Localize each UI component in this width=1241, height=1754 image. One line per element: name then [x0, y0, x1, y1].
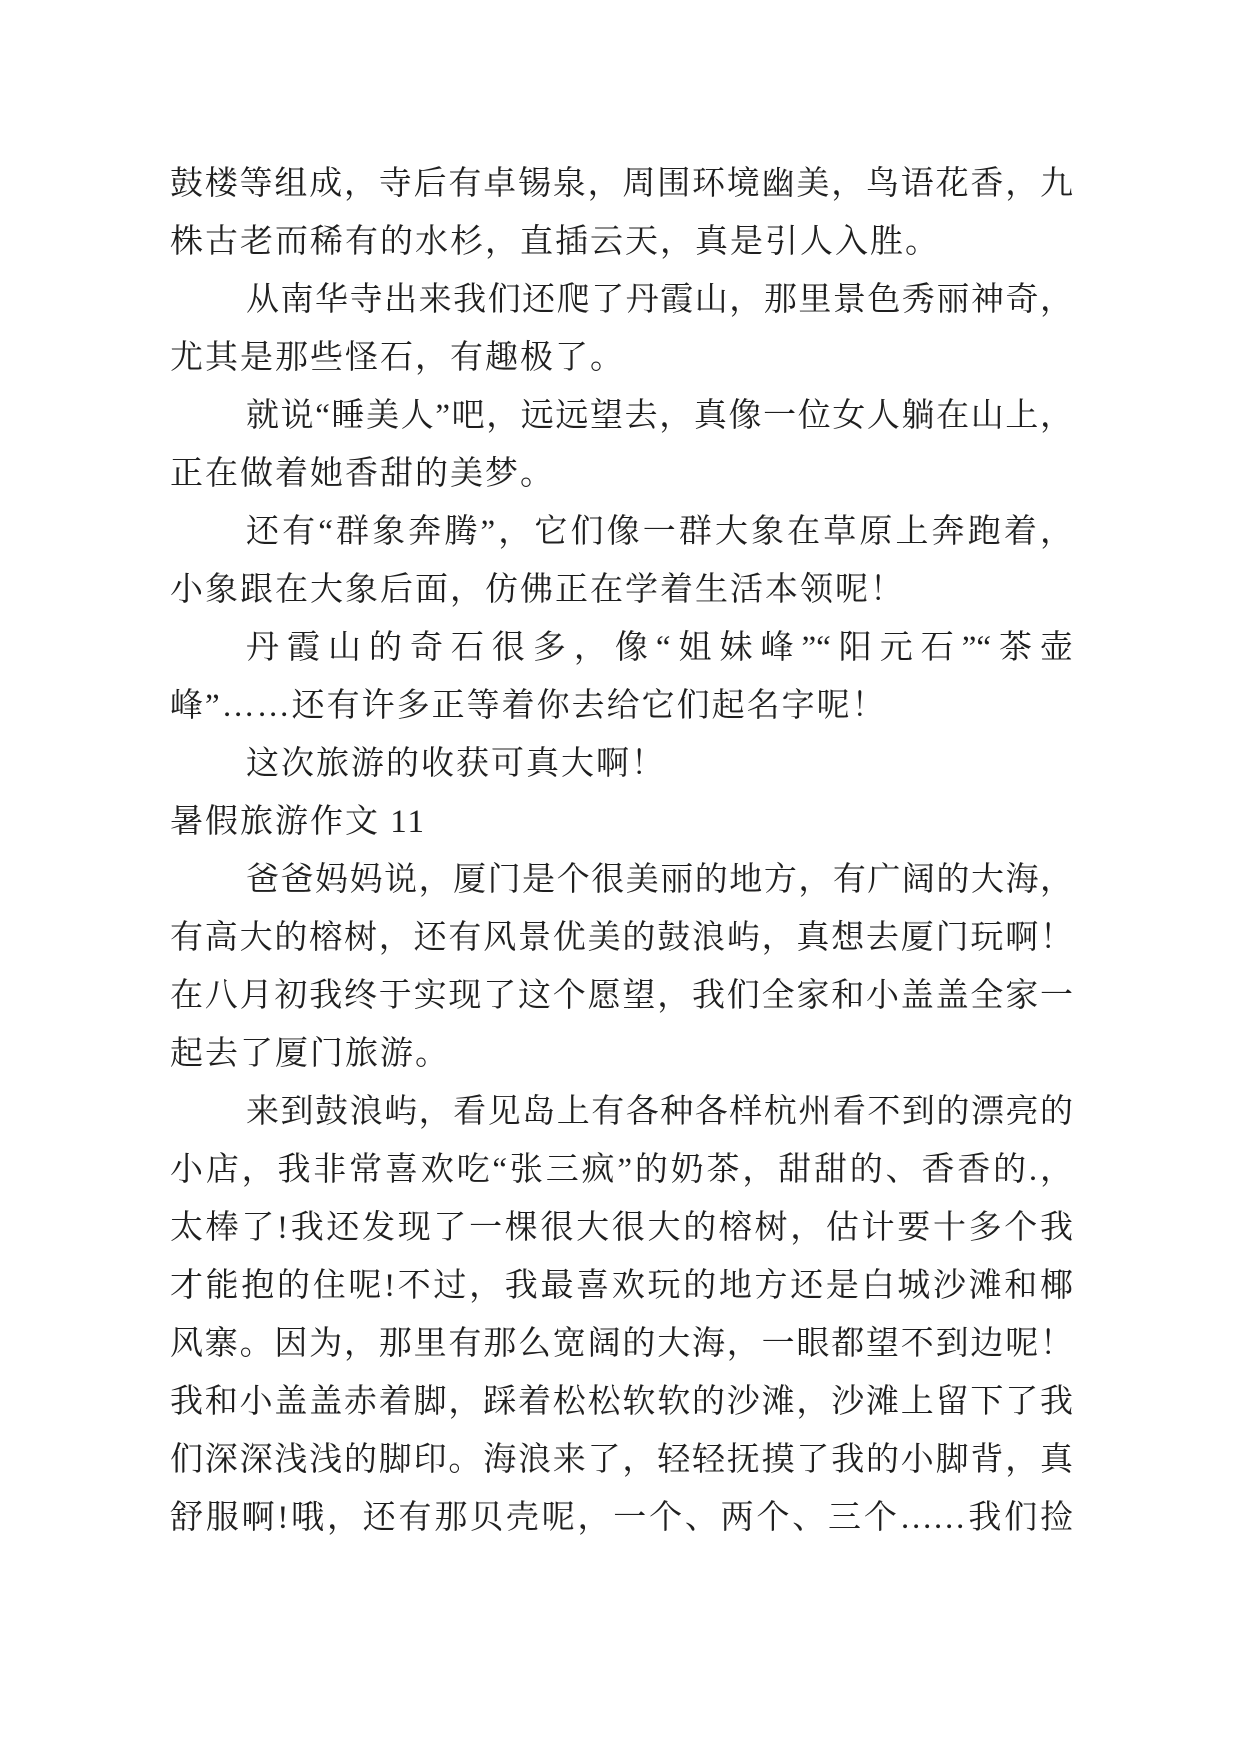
text-line: 峰”……还有许多正等着你去给它们起名字呢！: [170, 688, 887, 724]
text-line: 正在做着她香甜的美梦。: [170, 456, 555, 492]
text-line: 丹霞山的奇石很多，像“姐妹峰”“阳元石”“茶壶: [246, 630, 1073, 666]
text-line: 就说“睡美人”吧，远远望去，真像一位女人躺在山上，: [246, 398, 1073, 434]
text-line: 还有“群象奔腾”，它们像一群大象在草原上奔跑着，: [246, 514, 1073, 550]
text-line: 来到鼓浪屿，看见岛上有各种各样杭州看不到的漂亮的: [246, 1094, 1073, 1130]
document-body: [170, 155, 1073, 1547]
text-line: 小象跟在大象后面，仿佛正在学着生活本领呢！: [170, 572, 905, 608]
text-line: 们深深浅浅的脚印。海浪来了，轻轻抚摸了我的小脚背，真: [170, 1442, 1073, 1478]
text-line: 风寨。因为，那里有那么宽阔的大海，一眼都望不到边呢！: [170, 1326, 1073, 1362]
text-line: 小店，我非常喜欢吃“张三疯”的奶茶，甜甜的、香香的.，: [170, 1152, 1073, 1188]
text-line: 从南华寺出来我们还爬了丹霞山，那里景色秀丽神奇，: [246, 282, 1073, 318]
text-line: 这次旅游的收获可真大啊！: [246, 746, 666, 782]
text-line: 有高大的榕树，还有风景优美的鼓浪屿，真想去厦门玩啊！: [170, 920, 1073, 956]
essay-heading: 暑假旅游作文 11: [170, 804, 427, 840]
text-line: 太棒了!我还发现了一棵很大很大的榕树，估计要十多个我: [170, 1210, 1073, 1246]
text-line: 才能抱的住呢!不过，我最喜欢玩的地方还是白城沙滩和椰: [170, 1268, 1073, 1304]
text-line: 我和小盖盖赤着脚，踩着松松软软的沙滩，沙滩上留下了我: [170, 1384, 1073, 1420]
text-line: 在八月初我终于实现了这个愿望，我们全家和小盖盖全家一: [170, 978, 1073, 1014]
text-line: 舒服啊!哦，还有那贝壳呢，一个、两个、三个……我们捡: [170, 1500, 1073, 1536]
text-line: 起去了厦门旅游。: [170, 1036, 450, 1072]
text-line: 鼓楼等组成，寺后有卓锡泉，周围环境幽美，鸟语花香，九: [170, 166, 1073, 202]
text-line: 尤其是那些怪石，有趣极了。: [170, 340, 625, 376]
text-line: 株古老而稀有的水杉，直插云天，真是引人入胜。: [170, 224, 940, 260]
text-line: 爸爸妈妈说，厦门是个很美丽的地方，有广阔的大海，: [246, 862, 1073, 898]
